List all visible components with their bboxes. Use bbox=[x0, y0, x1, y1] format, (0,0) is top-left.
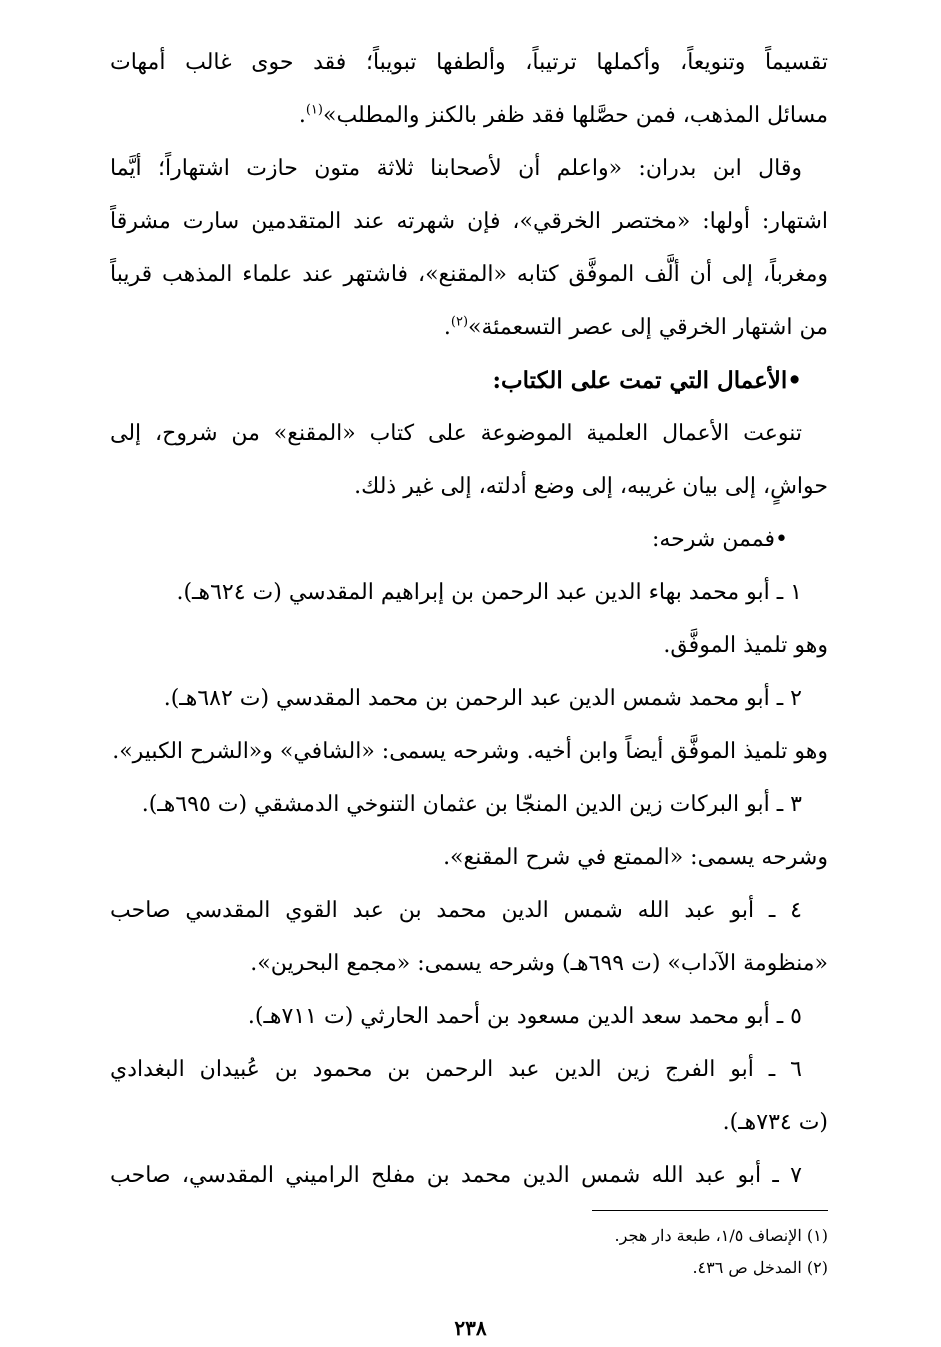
list-item: ٧ ـ أبو عبد الله شمس الدين محمد بن مفلح الراميني المقدسي، صاحب bbox=[110, 1163, 802, 1188]
footnote: (٢) المدخل ص ٤٣٦. bbox=[692, 1258, 828, 1277]
text-line: حواشٍ، إلى بيان غريبه، إلى وضع أدلته، إلى غير ذلك. bbox=[354, 474, 828, 499]
text-line: وقال ابن بدران: «واعلم أن لأصحابنا ثلاثة متون حازت اشتهاراً؛ أيَّما bbox=[110, 156, 802, 181]
list-item: ٦ ـ أبو الفرج زين الدين عبد الرحمن بن محمود بن عُبيدان البغدادي bbox=[110, 1057, 802, 1082]
page-body bbox=[110, 36, 828, 1202]
footnote-ref[interactable]: (١) bbox=[305, 102, 323, 118]
text-line: مسائل المذهب، فمن حصَّلها فقد ظفر بالكنز والمطلب»$^{(١)}$. bbox=[298, 102, 828, 128]
list-item: ٢ ـ أبو محمد شمس الدين عبد الرحمن بن محمد المقدسي (ت ٦٨٢هـ). bbox=[163, 686, 802, 711]
list-item: ١ ـ أبو محمد بهاء الدين عبد الرحمن بن إبراهيم المقدسي (ت ٦٢٤هـ). bbox=[176, 580, 802, 605]
list-item: ٤ ـ أبو عبد الله شمس الدين محمد بن عبد القوي المقدسي صاحب bbox=[110, 898, 802, 923]
text-line: وهو تلميذ الموفَّق أيضاً وابن أخيه. وشرحه يسمى: «الشافي» و«الشرح الكبير». bbox=[112, 739, 828, 764]
text-line: من اشتهار الخرقي إلى عصر التسعمئة»$^{(٢)}$. bbox=[443, 314, 828, 340]
text-line: وهو تلميذ الموفَّق. bbox=[663, 633, 828, 658]
page-number: ٢٣٨ bbox=[454, 1316, 487, 1340]
text-line: «منظومة الآداب» (ت ٦٩٩هـ) وشرحه يسمى: «مجمع البحرين». bbox=[250, 951, 828, 976]
text-line: تنوعت الأعمال العلمية الموضوعة على كتاب «المقنع» من شروح، إلى bbox=[110, 421, 802, 446]
footnote-separator bbox=[592, 1210, 828, 1211]
section-heading: •الأعمال التي تمت على الكتاب: bbox=[492, 367, 802, 394]
text-line: (ت ٧٣٤هـ). bbox=[722, 1110, 828, 1135]
subheading: •فممن شرحه: bbox=[651, 527, 788, 552]
footnotes bbox=[110, 1220, 828, 1284]
text-line: ومغرباً، إلى أن ألَّف الموفَّق كتابه «المقنع»، فاشتهر عند علماء المذهب قريباً bbox=[110, 262, 828, 287]
text-line: تقسيماً وتنويعاً، وأكملها ترتيباً، وألطفها تبويباً؛ فقد حوى غالب أمهات bbox=[110, 50, 828, 75]
text-line: وشرحه يسمى: «الممتع في شرح المقنع». bbox=[443, 845, 828, 870]
text-line: اشتهار: أولها: «مختصر الخرقي»، فإن شهرته عند المتقدمين سارت مشرقاً bbox=[110, 209, 828, 234]
list-item: ٥ ـ أبو محمد سعد الدين مسعود بن أحمد الحارثي (ت ٧١١هـ). bbox=[247, 1004, 802, 1029]
footnote-ref[interactable]: (٢) bbox=[450, 314, 469, 330]
footnote: (١) الإنصاف ١/٥، طبعة دار هجر. bbox=[614, 1226, 828, 1245]
list-item: ٣ ـ أبو البركات زين الدين المنجّا بن عثمان التنوخي الدمشقي (ت ٦٩٥هـ). bbox=[141, 792, 802, 817]
